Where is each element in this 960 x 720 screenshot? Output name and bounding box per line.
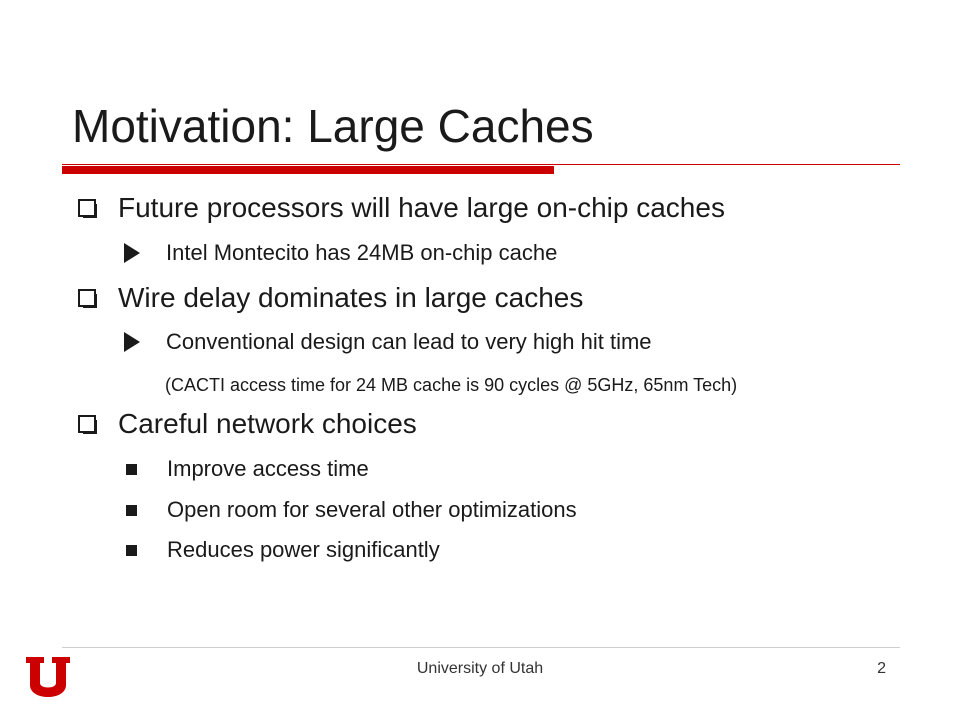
arrow-bullet-icon — [124, 332, 140, 352]
bullet-text: Improve access time — [167, 456, 369, 481]
hollow-square-bullet-icon — [78, 289, 96, 307]
square-bullet-icon — [126, 505, 137, 516]
page-number: 2 — [877, 660, 886, 677]
bullet-text: Open room for several other optimizations — [167, 497, 577, 522]
footer-rule — [62, 647, 900, 648]
list-item — [122, 497, 577, 523]
bullet-text: Reduces power significantly — [167, 537, 440, 562]
hollow-square-bullet-icon — [78, 199, 96, 217]
note-text: (CACTI access time for 24 MB cache is 90 cycles @ 5GHz, 65nm Tech) — [165, 375, 738, 395]
bullet-text: Future processors will have large on-chip caches — [118, 192, 725, 223]
hollow-square-bullet-icon — [78, 415, 96, 433]
arrow-bullet-icon — [124, 243, 140, 263]
bullet-text: Wire delay dominates in large caches — [118, 282, 584, 313]
bullet-text: Careful network choices — [118, 408, 417, 439]
list-item — [78, 282, 583, 314]
list-item — [122, 329, 652, 355]
list-item — [122, 537, 440, 563]
bullet-text: Intel Montecito has 24MB on-chip cache — [166, 240, 558, 265]
list-item — [78, 408, 417, 440]
slide-title: Motivation: Large Caches — [72, 100, 594, 152]
list-item — [78, 192, 725, 224]
list-item — [122, 240, 557, 266]
title-rule — [62, 164, 900, 165]
title-accent-bar — [62, 166, 554, 174]
footer-institution: University of Utah — [416, 660, 544, 677]
bullet-text: Conventional design can lead to very high hit time — [166, 329, 652, 354]
square-bullet-icon — [126, 464, 137, 475]
list-item — [122, 456, 369, 482]
square-bullet-icon — [126, 545, 137, 556]
